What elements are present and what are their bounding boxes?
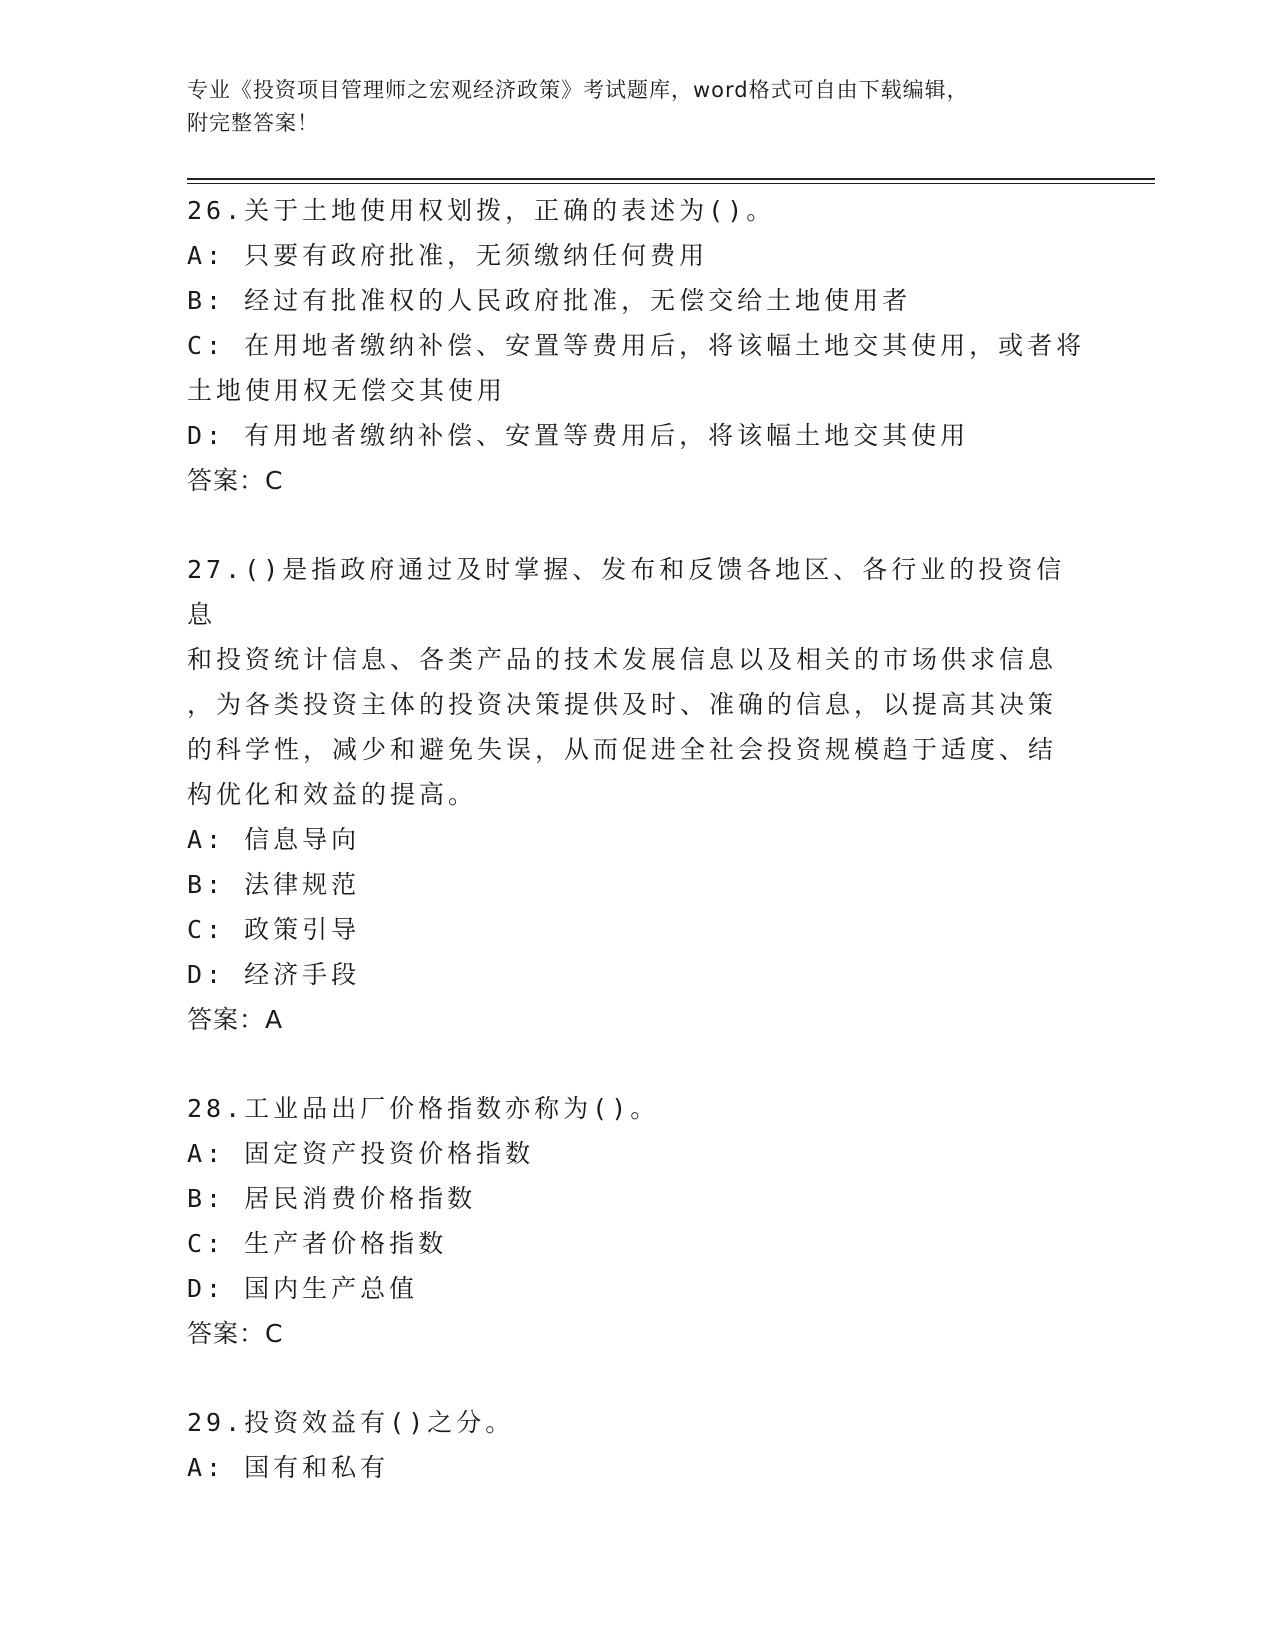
question-block — [187, 1400, 1087, 1490]
option-line: C: 政策引导 — [187, 915, 361, 944]
question-block — [187, 547, 1087, 1042]
option-line: A: 只要有政府批准，无须缴纳任何费用 — [187, 241, 709, 270]
option-line: A: 国有和私有 — [187, 1453, 390, 1482]
document-header — [187, 74, 1067, 140]
answer-line: 答案：A — [187, 1005, 284, 1034]
question-stem-line: 26.关于土地使用权划拨，正确的表述为()。 — [187, 196, 776, 225]
answer-line: 答案：C — [187, 466, 284, 495]
option-line: 土地使用权无偿交其使用 — [187, 376, 507, 405]
header-divider-thick — [187, 178, 1155, 180]
header-line-2: 附完整答案！ — [187, 111, 319, 135]
answer-line: 答案：C — [187, 1319, 284, 1348]
question-stem-line: 27.()是指政府通过及时掌握、发布和反馈各地区、各行业的投资信息 — [187, 555, 1066, 629]
question-block — [187, 1086, 1087, 1356]
option-line: D: 经济手段 — [187, 960, 361, 989]
option-line: D: 有用地者缴纳补偿、安置等费用后，将该幅土地交其使用 — [187, 421, 970, 450]
option-line: C: 生产者价格指数 — [187, 1229, 448, 1258]
option-line: B: 居民消费价格指数 — [187, 1184, 477, 1213]
question-stem-line: 构优化和效益的提高。 — [187, 780, 478, 809]
option-line: D: 国内生产总值 — [187, 1274, 419, 1303]
header-line-1: 专业《投资项目管理师之宏观经济政策》考试题库，word格式可自由下载编辑， — [187, 78, 969, 102]
option-line: C: 在用地者缴纳补偿、安置等费用后，将该幅土地交其使用，或者将 — [187, 331, 1086, 360]
question-stem-line: 28.工业品出厂价格指数亦称为()。 — [187, 1094, 660, 1123]
option-line: A: 固定资产投资价格指数 — [187, 1139, 535, 1168]
question-stem-line: 29.投资效益有()之分。 — [187, 1408, 515, 1437]
question-block — [187, 188, 1087, 503]
question-stem-line: ，为各类投资主体的投资决策提供及时、准确的信息，以提高其决策 — [187, 690, 1058, 719]
option-line: A: 信息导向 — [187, 825, 361, 854]
question-list — [187, 188, 1087, 1490]
question-stem-line: 的科学性，减少和避免失误，从而促进全社会投资规模趋于适度、结 — [187, 735, 1058, 764]
option-line: B: 经过有批准权的人民政府批准，无偿交给土地使用者 — [187, 286, 912, 315]
question-stem-line: 和投资统计信息、各类产品的技术发展信息以及相关的市场供求信息 — [187, 645, 1058, 674]
header-divider-thin — [187, 183, 1155, 184]
option-line: B: 法律规范 — [187, 870, 361, 899]
